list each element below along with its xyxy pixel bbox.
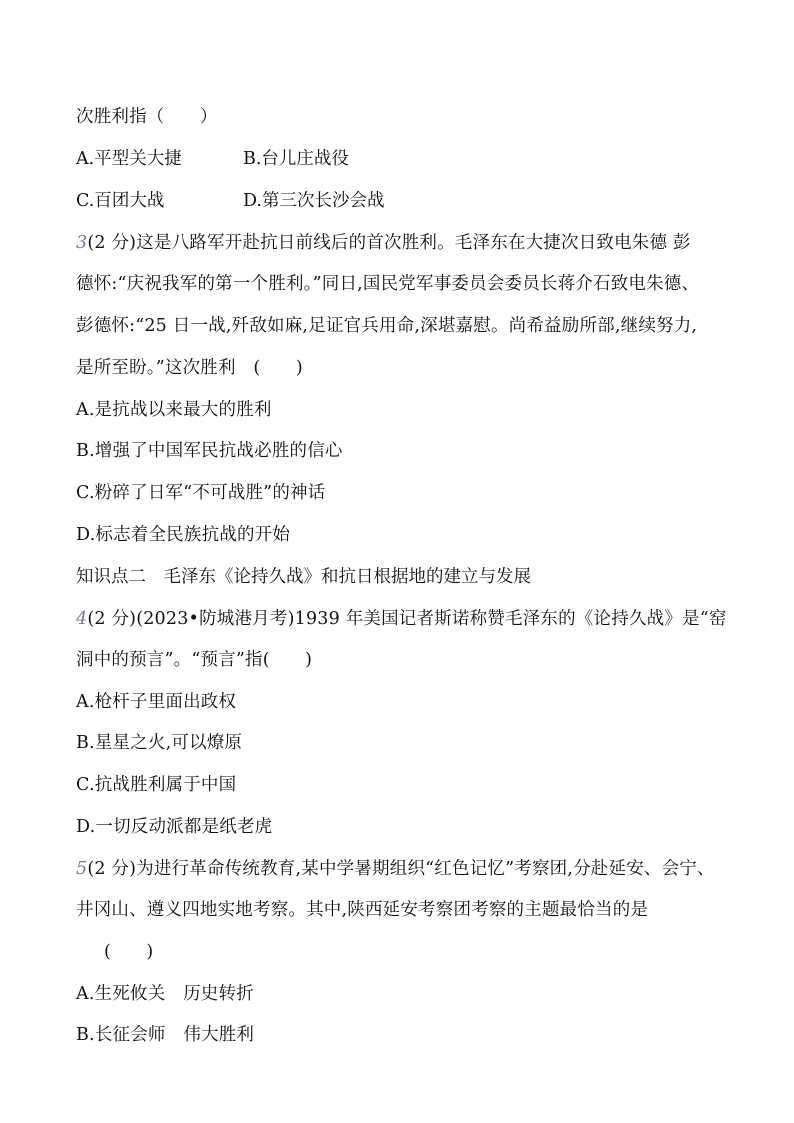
q2-option-b: B.台儿庄战役	[243, 149, 349, 169]
q3-stem-line-4: 是所至盼。”这次胜利 ( )	[76, 358, 303, 378]
q3-option-b: B.增强了中国军民抗战必胜的信心	[76, 441, 343, 461]
q2-option-d: D.第三次长沙会战	[243, 191, 385, 211]
q3-option-a: A.是抗战以来最大的胜利	[76, 400, 272, 420]
q3-option-d: D.标志着全民族抗战的开始	[76, 525, 291, 545]
q4-option-a: A.枪杆子里面出政权	[76, 692, 237, 712]
q4-option-c: C.抗战胜利属于中国	[76, 775, 237, 795]
q3-stem-line-1: 3(2 分)这是八路军开赴抗日前线后的首次胜利。毛泽东在大捷次日致电朱德 彭	[76, 233, 691, 253]
q5-stem-line-1: 5(2 分)为进行革命传统教育,某中学暑期组织“红色记忆”考察团,分赴延安、会宁、	[76, 859, 715, 879]
q2-options-row-1	[76, 147, 349, 171]
q3-option-c: C.粉碎了日军“不可战胜”的神话	[76, 483, 326, 503]
q2-option-a: A.平型关大捷	[76, 149, 182, 169]
q3-stem-line-2: 德怀:“庆祝我军的第一个胜利。”同日,国民党军事委员会委员长蒋介石致电朱德、	[76, 274, 700, 294]
q5-stem-line-2: 井冈山、遵义四地实地考察。其中,陕西延安考察团考察的主题最恰当的是	[76, 900, 649, 920]
q4-stem-line-2: 洞中的预言”。“预言”指( )	[76, 650, 313, 670]
q2-stem-tail: 次胜利指（ ）	[76, 107, 218, 127]
q2-options-row-2	[76, 189, 385, 213]
q3-number: 3	[76, 233, 88, 253]
q4-option-b: B.星星之火,可以燎原	[76, 733, 243, 753]
q3-stem-line-3: 彭德怀:“25 日一战,歼敌如麻,足证官兵用命,深堪嘉慰。尚希益励所部,继续努力,	[76, 316, 698, 336]
q4-number: 4	[76, 609, 88, 629]
q4-stem-line-1: 4(2 分)(2023•防城港月考)1939 年美国记者斯诺称赞毛泽东的《论持久战》是“窑	[76, 609, 727, 629]
q4-option-d: D.一切反动派都是纸老虎	[76, 817, 273, 837]
q5-number: 5	[76, 859, 88, 879]
q5-option-b: B.长征会师 伟大胜利	[76, 1025, 255, 1045]
section-title: 知识点二 毛泽东《论持久战》和抗日根据地的建立与发展	[76, 567, 531, 587]
q5-stem-line-3: ( )	[104, 942, 154, 962]
q5-option-a: A.生死攸关 历史转折	[76, 984, 254, 1004]
q2-option-c: C.百团大战	[76, 191, 165, 211]
